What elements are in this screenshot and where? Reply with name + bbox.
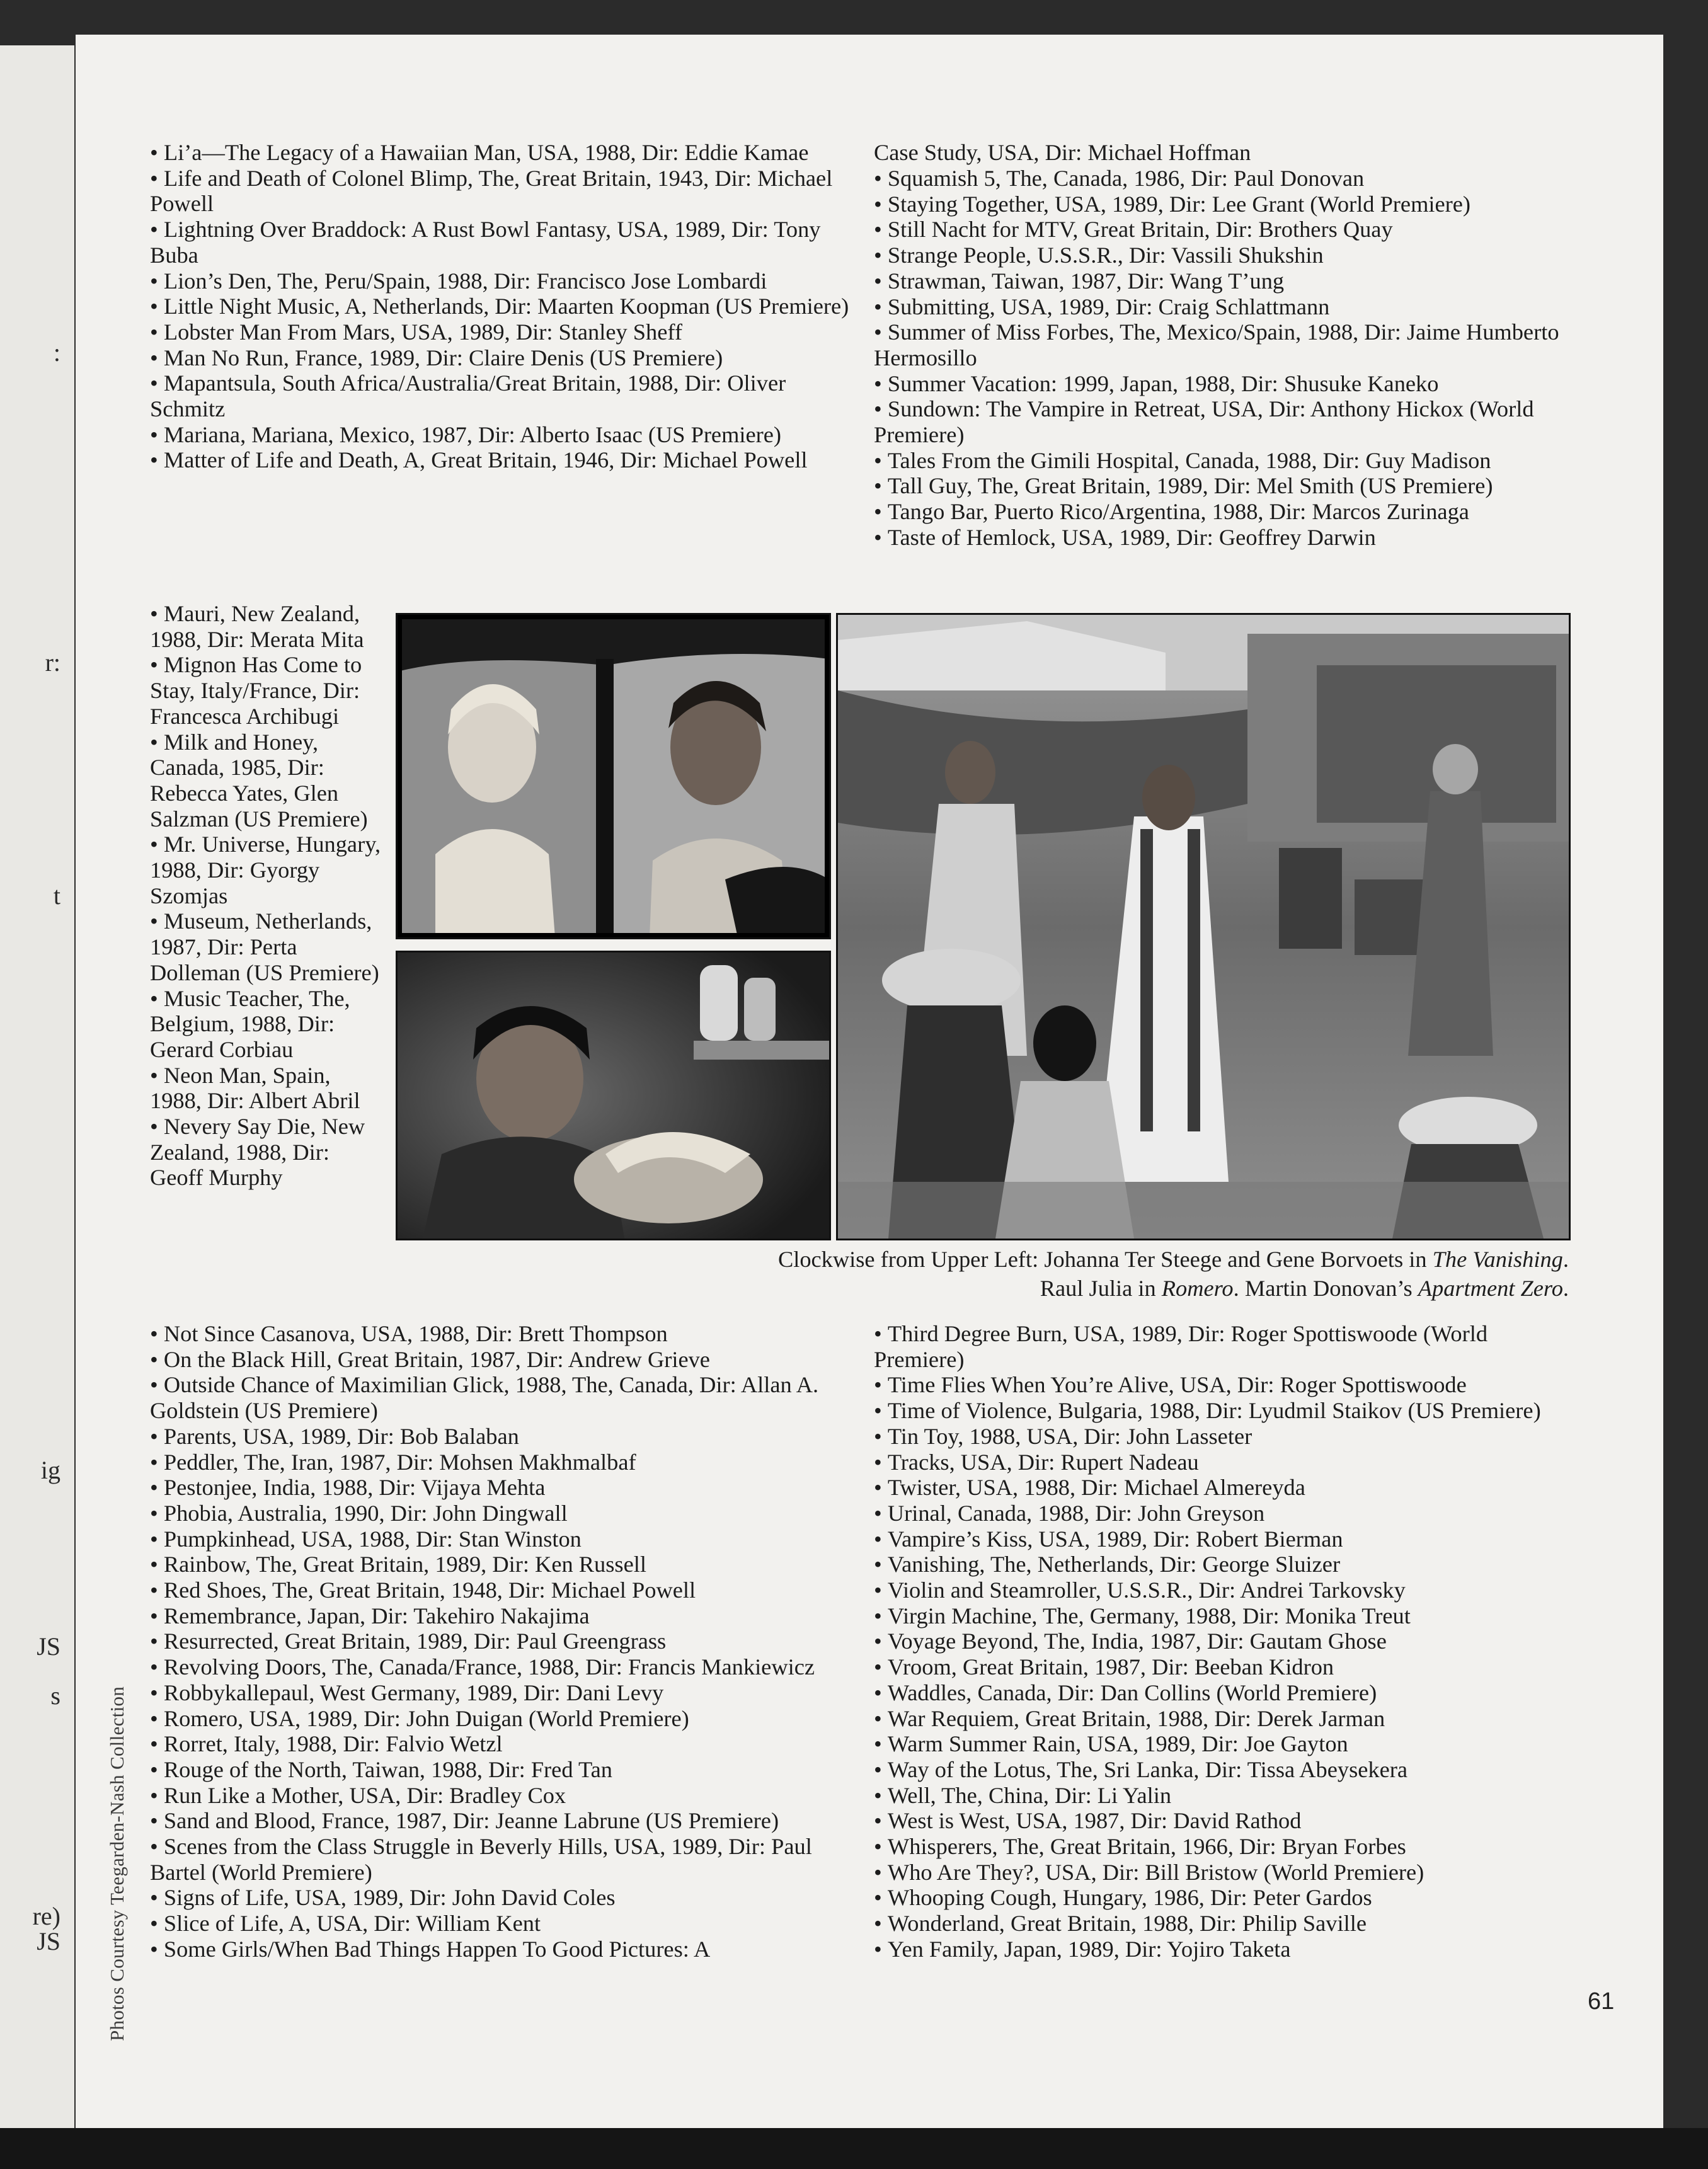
prev-page-fragment: r: (45, 648, 60, 677)
film-entry: • Yen Family, Japan, 1989, Dir: Yojiro Taketa (874, 1937, 1573, 1962)
film-entry: • Phobia, Australia, 1990, Dir: John Dingwall (150, 1501, 849, 1526)
caption-text: Clockwise from Upper Left: Johanna Ter Steege and Gene Borvoets in (777, 1247, 1433, 1272)
photo-credit: Photos Courtesy Teegarden-Nash Collection (106, 1686, 128, 2041)
film-entry: • Romero, USA, 1989, Dir: John Duigan (World Premiere) (150, 1706, 849, 1732)
film-entry: • Scenes from the Class Struggle in Beverly Hills, USA, 1989, Dir: Paul Bartel (World Premiere) (150, 1834, 849, 1885)
film-entry: • Life and Death of Colonel Blimp, The, Great Britain, 1943, Dir: Michael Powell (150, 166, 849, 217)
film-list-right-top (874, 166, 1573, 551)
film-entry: • Vroom, Great Britain, 1987, Dir: Beeban Kidron (874, 1654, 1573, 1680)
prev-page-fragment: JS (37, 1632, 60, 1661)
still-the-vanishing (396, 613, 831, 939)
film-entry: • Lightning Over Braddock: A Rust Bowl Fantasy, USA, 1989, Dir: Tony Buba (150, 217, 849, 268)
film-entry: • Tin Toy, 1988, USA, Dir: John Lasseter (874, 1424, 1573, 1450)
still-apartment-zero (396, 951, 831, 1240)
film-entry: • Strange People, U.S.S.R., Dir: Vassili Shukshin (874, 243, 1573, 268)
film-entry: • Resurrected, Great Britain, 1989, Dir: Paul Greengrass (150, 1628, 849, 1654)
film-entry: • Urinal, Canada, 1988, Dir: John Greyson (874, 1501, 1573, 1526)
film-entry: • Who Are They?, USA, Dir: Bill Bristow (World Premiere) (874, 1860, 1573, 1886)
scan-background (0, 2128, 1708, 2169)
film-entry: • Lion’s Den, The, Peru/Spain, 1988, Dir: Francisco Jose Lombardi (150, 268, 849, 294)
film-entry: • War Requiem, Great Britain, 1988, Dir: Derek Jarman (874, 1706, 1573, 1732)
film-entry: • Tall Guy, The, Great Britain, 1989, Dir: Mel Smith (US Premiere) (874, 473, 1573, 499)
caption-film-title: The Vanishing (1432, 1247, 1563, 1272)
film-entry: • Time of Violence, Bulgaria, 1988, Dir: Lyudmil Staikov (US Premiere) (874, 1398, 1573, 1424)
film-entry: • Whooping Cough, Hungary, 1986, Dir: Peter Gardos (874, 1885, 1573, 1911)
film-entry: • Li’a—The Legacy of a Hawaiian Man, USA, 1988, Dir: Eddie Kamae (150, 140, 849, 166)
prev-page-fragment: t (53, 881, 60, 910)
previous-page-edge (0, 45, 74, 2128)
prev-page-fragment: ig (40, 1456, 60, 1484)
film-entry: • West is West, USA, 1987, Dir: David Rathod (874, 1808, 1573, 1834)
film-entry: • Tracks, USA, Dir: Rupert Nadeau (874, 1450, 1573, 1475)
caption-film-title: Apartment Zero (1418, 1276, 1563, 1301)
film-entry: • Museum, Netherlands, 1987, Dir: Perta Dolleman (US Premiere) (150, 908, 386, 985)
film-list-right-bottom (874, 1321, 1573, 1962)
film-entry: • Pestonjee, India, 1988, Dir: Vijaya Mehta (150, 1475, 849, 1501)
film-entry: • Matter of Life and Death, A, Great Britain, 1946, Dir: Michael Powell (150, 447, 849, 473)
film-list-left-narrow (150, 601, 386, 1191)
film-entry: • Rainbow, The, Great Britain, 1989, Dir: Ken Russell (150, 1552, 849, 1577)
film-entry: • Revolving Doors, The, Canada/France, 1988, Dir: Francis Mankiewicz (150, 1654, 849, 1680)
film-entry: • Slice of Life, A, USA, Dir: William Kent (150, 1911, 849, 1937)
film-entry: • Mapantsula, South Africa/Australia/Great Britain, 1988, Dir: Oliver Schmitz (150, 370, 849, 421)
film-entry: • Well, The, China, Dir: Li Yalin (874, 1783, 1573, 1809)
film-entry: • Still Nacht for MTV, Great Britain, Dir: Brothers Quay (874, 217, 1573, 243)
film-entry: • Third Degree Burn, USA, 1989, Dir: Roger Spottiswoode (World Premiere) (874, 1321, 1573, 1372)
film-entry: • Nevery Say Die, New Zealand, 1988, Dir: Geoff Murphy (150, 1114, 386, 1191)
film-entry: • Rorret, Italy, 1988, Dir: Falvio Wetzl (150, 1731, 849, 1757)
film-entry: • Music Teacher, The, Belgium, 1988, Dir: Gerard Corbiau (150, 986, 386, 1063)
still-romero (836, 613, 1571, 1240)
film-entry: • Waddles, Canada, Dir: Dan Collins (World Premiere) (874, 1680, 1573, 1706)
photo-caption (605, 1245, 1569, 1303)
caption-text: . Martin Donovan’s (1233, 1276, 1418, 1301)
film-entry: • Tales From the Gimili Hospital, Canada, 1988, Dir: Guy Madison (874, 448, 1573, 474)
film-entry: • Tango Bar, Puerto Rico/Argentina, 1988, Dir: Marcos Zurinaga (874, 499, 1573, 525)
film-entry: • Summer Vacation: 1999, Japan, 1988, Dir: Shusuke Kaneko (874, 371, 1573, 397)
film-entry: • Vanishing, The, Netherlands, Dir: George Sluizer (874, 1552, 1573, 1577)
film-entry: • Rouge of the North, Taiwan, 1988, Dir: Fred Tan (150, 1757, 849, 1783)
film-entry: • Mariana, Mariana, Mexico, 1987, Dir: Alberto Isaac (US Premiere) (150, 422, 849, 448)
film-entry: • Some Girls/When Bad Things Happen To Good Pictures: A (150, 1937, 849, 1962)
caption-line-2 (605, 1274, 1569, 1303)
film-entry: • Wonderland, Great Britain, 1988, Dir: Philip Saville (874, 1911, 1573, 1937)
film-entry: • Neon Man, Spain, 1988, Dir: Albert Abril (150, 1063, 386, 1114)
film-entry: • Voyage Beyond, The, India, 1987, Dir: Gautam Ghose (874, 1628, 1573, 1654)
film-entry: • Outside Chance of Maximilian Glick, 1988, The, Canada, Dir: Allan A. Goldstein (US Premiere) (150, 1372, 849, 1423)
film-entry: • Milk and Honey, Canada, 1985, Dir: Rebecca Yates, Glen Salzman (US Premiere) (150, 730, 386, 832)
film-entry: • Warm Summer Rain, USA, 1989, Dir: Joe Gayton (874, 1731, 1573, 1757)
film-entry: • Vampire’s Kiss, USA, 1989, Dir: Robert Bierman (874, 1526, 1573, 1552)
caption-text: . (1562, 1247, 1569, 1272)
film-entry: • Summer of Miss Forbes, The, Mexico/Spain, 1988, Dir: Jaime Humberto Hermosillo (874, 319, 1573, 370)
film-entry: • Robbykallepaul, West Germany, 1989, Dir: Dani Levy (150, 1680, 849, 1706)
film-entry: • Signs of Life, USA, 1989, Dir: John David Coles (150, 1885, 849, 1911)
film-entry: • Time Flies When You’re Alive, USA, Dir: Roger Spottiswoode (874, 1372, 1573, 1398)
page-number: 61 (1588, 1988, 1615, 2015)
film-entry: • Mauri, New Zealand, 1988, Dir: Merata Mita (150, 601, 386, 652)
film-entry: • Peddler, The, Iran, 1987, Dir: Mohsen Makhmalbaf (150, 1450, 849, 1475)
film-entry: • Strawman, Taiwan, 1987, Dir: Wang T’ung (874, 268, 1573, 294)
film-entry: • Sundown: The Vampire in Retreat, USA, Dir: Anthony Hickox (World Premiere) (874, 396, 1573, 447)
film-list-left-bottom (150, 1321, 849, 1962)
film-entry: • Whisperers, The, Great Britain, 1966, Dir: Bryan Forbes (874, 1834, 1573, 1860)
film-entry: • Red Shoes, The, Great Britain, 1948, Dir: Michael Powell (150, 1577, 849, 1603)
film-entry: • Squamish 5, The, Canada, 1986, Dir: Paul Donovan (874, 166, 1573, 192)
film-entry: • Man No Run, France, 1989, Dir: Claire Denis (US Premiere) (150, 345, 849, 371)
list-continuation: Case Study, USA, Dir: Michael Hoffman (874, 140, 1251, 165)
film-entry: • Mr. Universe, Hungary, 1988, Dir: Gyorgy Szomjas (150, 832, 386, 908)
film-entry: • Parents, USA, 1989, Dir: Bob Balaban (150, 1424, 849, 1450)
film-entry: • Staying Together, USA, 1989, Dir: Lee Grant (World Premiere) (874, 192, 1573, 217)
film-entry: • Submitting, USA, 1989, Dir: Craig Schlattmann (874, 294, 1573, 320)
film-list-left-top (150, 140, 849, 473)
caption-text: . (1562, 1276, 1569, 1301)
prev-page-fragment: JS (37, 1927, 60, 1955)
prev-page-fragment: : (53, 338, 60, 367)
film-entry: • Not Since Casanova, USA, 1988, Dir: Brett Thompson (150, 1321, 849, 1347)
film-entry: • Pumpkinhead, USA, 1988, Dir: Stan Winston (150, 1526, 849, 1552)
film-entry: • Remembrance, Japan, Dir: Takehiro Nakajima (150, 1603, 849, 1629)
film-entry: • Run Like a Mother, USA, Dir: Bradley Cox (150, 1783, 849, 1809)
film-entry: • Twister, USA, 1988, Dir: Michael Almereyda (874, 1475, 1573, 1501)
film-entry: • Mignon Has Come to Stay, Italy/France, Dir: Francesca Archibugi (150, 652, 386, 729)
film-entry: • On the Black Hill, Great Britain, 1987, Dir: Andrew Grieve (150, 1347, 849, 1373)
film-entry: • Virgin Machine, The, Germany, 1988, Dir: Monika Treut (874, 1603, 1573, 1629)
caption-text: Raul Julia in (1040, 1276, 1162, 1301)
prev-page-fragment: re) (32, 1902, 60, 1930)
film-entry: • Way of the Lotus, The, Sri Lanka, Dir: Tissa Abeysekera (874, 1757, 1573, 1783)
film-entry: • Little Night Music, A, Netherlands, Dir: Maarten Koopman (US Premiere) (150, 294, 849, 319)
prev-page-fragment: s (50, 1681, 60, 1710)
film-entry: • Lobster Man From Mars, USA, 1989, Dir: Stanley Sheff (150, 319, 849, 345)
film-entry: • Violin and Steamroller, U.S.S.R., Dir: Andrei Tarkovsky (874, 1577, 1573, 1603)
caption-film-title: Romero (1161, 1276, 1234, 1301)
caption-line-1 (605, 1245, 1569, 1274)
film-entry: • Sand and Blood, France, 1987, Dir: Jeanne Labrune (US Premiere) (150, 1808, 849, 1834)
film-entry: • Taste of Hemlock, USA, 1989, Dir: Geoffrey Darwin (874, 525, 1573, 551)
